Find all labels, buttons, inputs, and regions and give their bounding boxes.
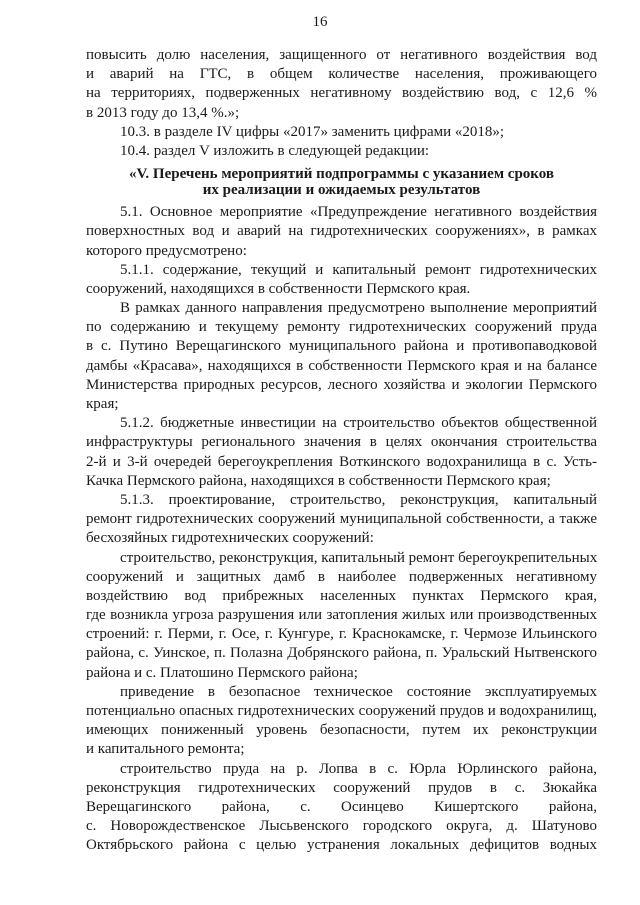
text-line: 10.4. раздел V изложить в следующей редакции: [120, 142, 430, 159]
text-line: где возникла угроза разрушения или затопления жилых или производственных [86, 607, 597, 624]
text-line: 5.1. Основное мероприятие «Предупреждение негативного воздействия [120, 204, 597, 221]
text-line: 5.1.2. бюджетные инвестиции на строительство объектов общественной [120, 415, 597, 432]
text-line: потенциально опасных гидротехнических сооружений прудов и водохранилищ, [86, 703, 597, 719]
text-line: строительство пруда на р. Лопва в с. Юрла Юрлинского района, [120, 760, 597, 777]
text-line: и аварий на ГТС, в общем количестве населения, проживающего [86, 66, 597, 83]
text-line: 2-й и 3-й очередей берегоукрепления Воткинского водохранилища в с. Усть- [86, 453, 597, 470]
section-heading: их реализации и ожидаемых результатов [202, 182, 481, 199]
text-line: в с. Путино Верещагинского муниципального района и противопаводковой [86, 338, 597, 355]
text-line: воздействию вод прибрежных населенных пунктах Пермского края, [86, 587, 597, 604]
text-line: и капитального ремонта; [86, 741, 245, 758]
text-line: Октябрьского района с целью устранения локальных дефицитов водных [86, 837, 597, 854]
text-line: бесхозяйных гидротехнических сооружений: [86, 530, 374, 547]
text-line: которого предусмотрено: [86, 242, 247, 259]
text-line: 10.3. в разделе IV цифры «2017» заменить цифрами «2018»; [120, 123, 505, 140]
page-number: 16 [312, 14, 328, 30]
text-line: района и с. Платошино Пермского района; [86, 664, 358, 681]
text-line: реконструкция гидротехнических сооружений прудов в с. Зюкайка [86, 779, 597, 796]
text-line: строительство, реконструкция, капитальный ремонт берегоукрепительных [120, 549, 598, 566]
text-line: В рамках данного направления предусмотрено выполнение мероприятий [120, 300, 597, 317]
text-line: дамбы «Красава», находящихся в собственности Пермского края и на балансе [86, 357, 597, 374]
text-line: с. Новорождественское Лысьвенского городского округа, д. Шатуново [86, 818, 597, 835]
text-line: в 2013 году до 13,4 %.»; [86, 104, 240, 121]
text-line: по содержанию и текущему ремонту гидротехнических сооружений пруда [86, 319, 597, 336]
text-line: ремонт гидротехнических сооружений муниципальной собственности, а также [86, 511, 597, 528]
text-line: края; [86, 396, 119, 412]
text-line: Верещагинского района, с. Осинцево Кишертского района, [86, 798, 597, 815]
text-line: 5.1.1. содержание, текущий и капитальный ремонт гидротехнических [120, 261, 597, 278]
text-line: имеющих пониженный уровень безопасности, путем их реконструкции [86, 722, 597, 739]
text-line: приведение в безопасное техническое состояние эксплуатируемых [120, 683, 597, 700]
text-line: поверхностных вод и аварий на гидротехнических сооружениях», в рамках [86, 223, 597, 240]
text-line: повысить долю населения, защищенного от негативного воздействия вод [86, 47, 597, 63]
text-line: 5.1.3. проектирование, строительство, реконструкция, капитальный [120, 491, 597, 508]
text-line: района, с. Уинское, п. Полазна Добрянского района, п. Уральский Нытвенского [86, 645, 597, 662]
text-line: сооружений, находящихся в собственности Пермского края. [86, 280, 471, 297]
text-line: строений: г. Перми, г. Осе, г. Кунгуре, г. Краснокамске, г. Чермозе Ильинского [86, 626, 597, 643]
section-heading: «V. Перечень мероприятий подпрограммы с указанием сроков [129, 166, 554, 183]
body-text [86, 46, 597, 856]
text-line: сооружений и защитных дамб в наиболее подверженных негативному [86, 568, 597, 585]
text-line: Качка Пермского района, находящихся в собственности Пермского края; [86, 472, 551, 489]
text-line: инфраструктуры регионального значения в целях окончания строительства [86, 434, 597, 451]
text-line: Министерства природных ресурсов, лесного хозяйства и экологии Пермского [86, 376, 597, 393]
text-line: на территориях, подверженных негативному воздействию вод, с 12,6 % [86, 85, 597, 102]
